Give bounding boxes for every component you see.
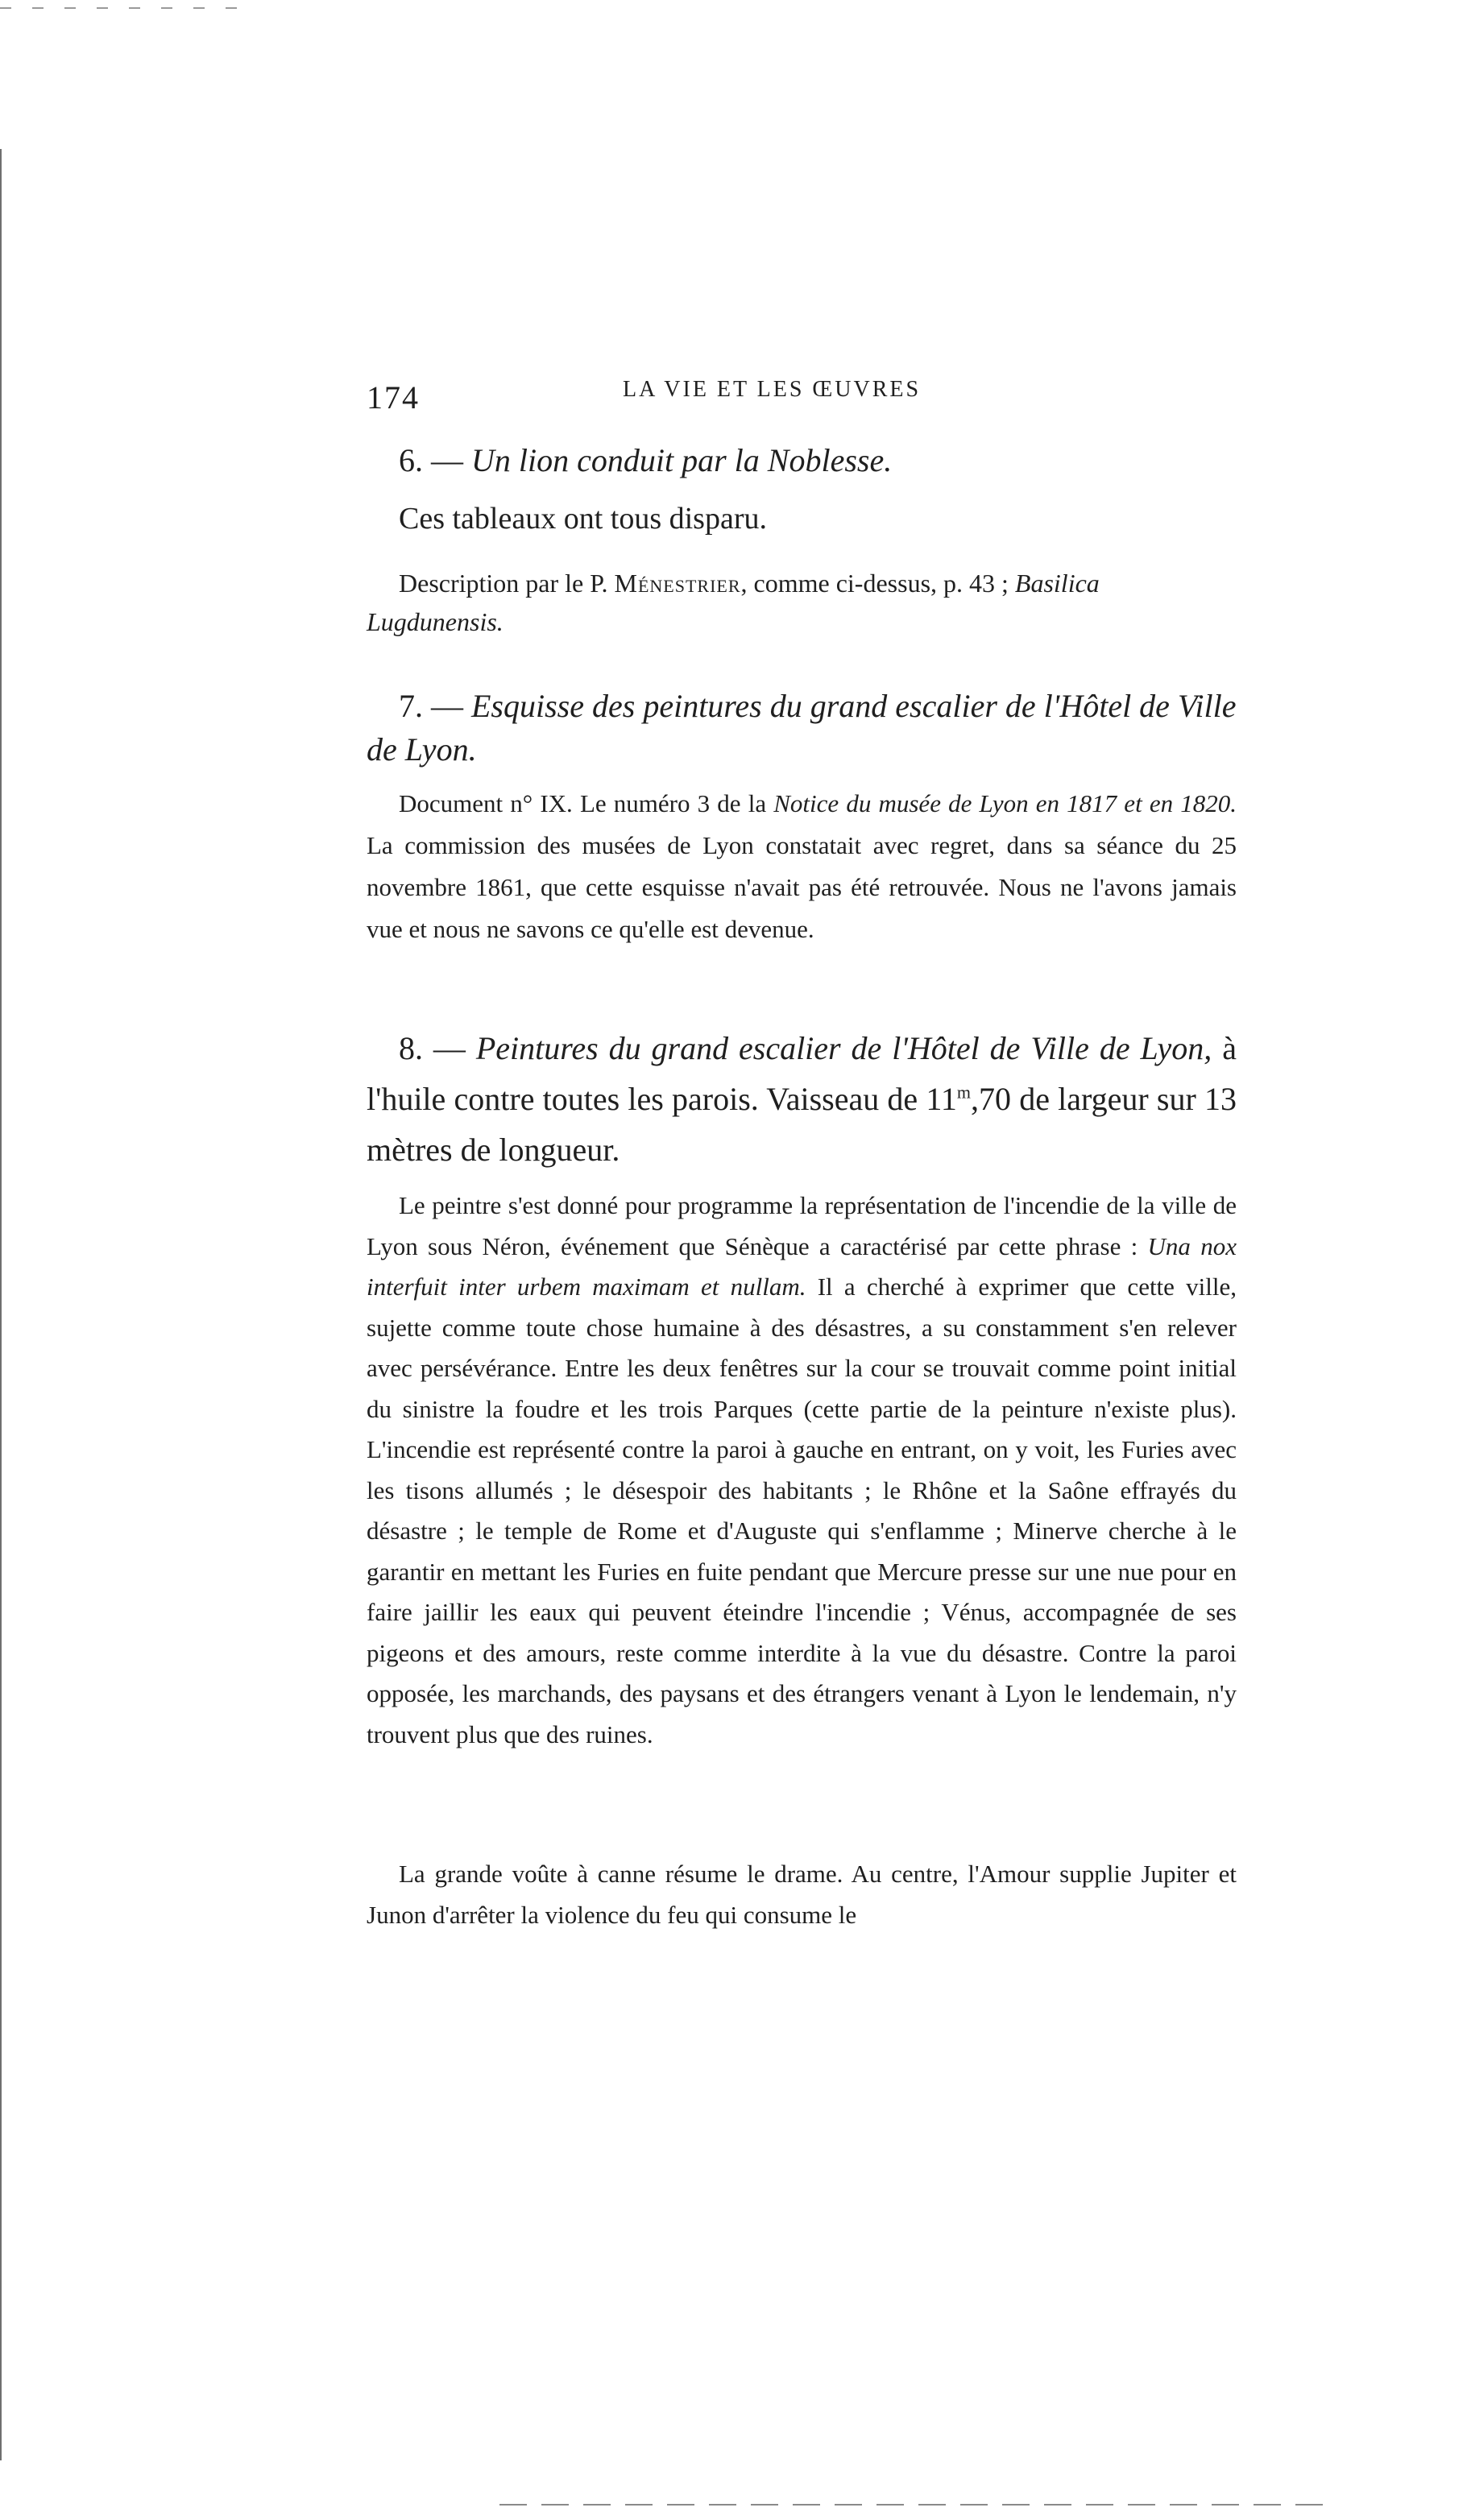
entry-8-dimensions-a: à l'huile contre toutes les parois. Vaisseau de 11 bbox=[367, 1030, 1237, 1117]
entry-8-title: Peintures du grand escalier de l'Hôtel de Ville de Lyon, bbox=[475, 1030, 1212, 1066]
description-prefix: Description par le P. bbox=[399, 569, 615, 598]
document-prefix: Document n° IX. Le numéro 3 de la bbox=[399, 789, 774, 817]
entry-7-number: 7. — bbox=[399, 688, 471, 724]
lost-paintings-note: Ces tableaux ont tous disparu. bbox=[399, 502, 767, 536]
paragraph-1-after: Il a cherché à exprimer que cette ville, sujette comme toute chose humaine à des désastres, a su constamment s'en relever avec persévérance. Entre les deux fenêtres sur la cour se trouvait comme point initial du sinistre la foudre et les trois Parques (cette partie de la peinture n'existe plus). L'incendie est représenté contre la paroi à gauche en entrant, on y voit, les Furies avec les tisons allumés ; le désespoir des habitants ; le Rhône et la Saône effrayés du désastre ; le temple de Rome et d'Auguste qui s'enflamme ; Minerve cherche à le garantir en mettant les Furies en fuite pendant que Mercure presse sur une nue pour en faire jaillir les eaux qui peuvent éteindre l'incendie ; Vénus, accompagnée de ses pigeons et des amours, reste comme interdite à la vue du désastre. Contre la paroi opposée, les marchands, des paysans et des étrangers venant à Lyon le lendemain, n'y trouvent plus que des ruines. bbox=[367, 1272, 1237, 1748]
running-title: LA VIE ET LES ŒUVRES bbox=[623, 377, 922, 402]
entry-7-title: Esquisse des peintures du grand escalier de l'Hôtel de Ville de Lyon. bbox=[367, 688, 1237, 768]
catalog-entry-7 bbox=[367, 685, 1237, 772]
scan-edge-line bbox=[0, 149, 2, 2460]
entry-6-description bbox=[367, 564, 1222, 641]
page-number: 174 bbox=[367, 379, 420, 416]
document-rest: La commission des musées de Lyon constatait avec regret, dans sa séance du 25 novembre 1861, que cette esquisse n'avait pas été retrouvée. Nous ne l'avons jamais vue et nous ne savons ce qu'elle est devenue. bbox=[367, 831, 1237, 943]
vault-description-paragraph: La grande voûte à canne résume le drame. Au centre, l'Amour supplie Jupiter et Junon d'arrêter la violence du feu qui consume le bbox=[367, 1860, 1237, 1929]
author-name: Ménestrier bbox=[614, 569, 741, 598]
bottom-scan-dashes bbox=[0, 2503, 1467, 2506]
description-middle: , comme ci-dessus, p. 43 ; bbox=[740, 569, 1015, 598]
fire-description-paragraph bbox=[367, 1186, 1237, 1755]
work-title: Basilica Lugdunensis. bbox=[367, 569, 1100, 636]
meter-unit: m bbox=[956, 1082, 972, 1103]
catalog-entry-8 bbox=[367, 1023, 1237, 1175]
entry-6-number: 6. — bbox=[399, 442, 471, 478]
museum-notice-title: Notice du musée de Lyon en 1817 et en 1820. bbox=[773, 789, 1237, 817]
entry-7-document-note bbox=[367, 783, 1237, 950]
catalog-entry-6 bbox=[399, 441, 892, 479]
top-scan-dashes bbox=[0, 6, 1467, 10]
entry-8-number: 8. — bbox=[399, 1030, 476, 1066]
seneca-quote: Una nox interfuit inter urbem maximam et nullam. bbox=[367, 1231, 1237, 1301]
running-head bbox=[367, 369, 1237, 416]
paragraph-1-before: Le peintre s'est donné pour programme la représentation de l'incendie de la ville de Lyon sous Néron, événement que Sénèque a caractérisé par cette phrase : bbox=[367, 1191, 1237, 1260]
entry-6-title: Un lion conduit par la Noblesse. bbox=[471, 442, 893, 478]
entry-8-dimensions-b: ,70 de largeur sur 13 mètres de longueur. bbox=[367, 1081, 1237, 1168]
